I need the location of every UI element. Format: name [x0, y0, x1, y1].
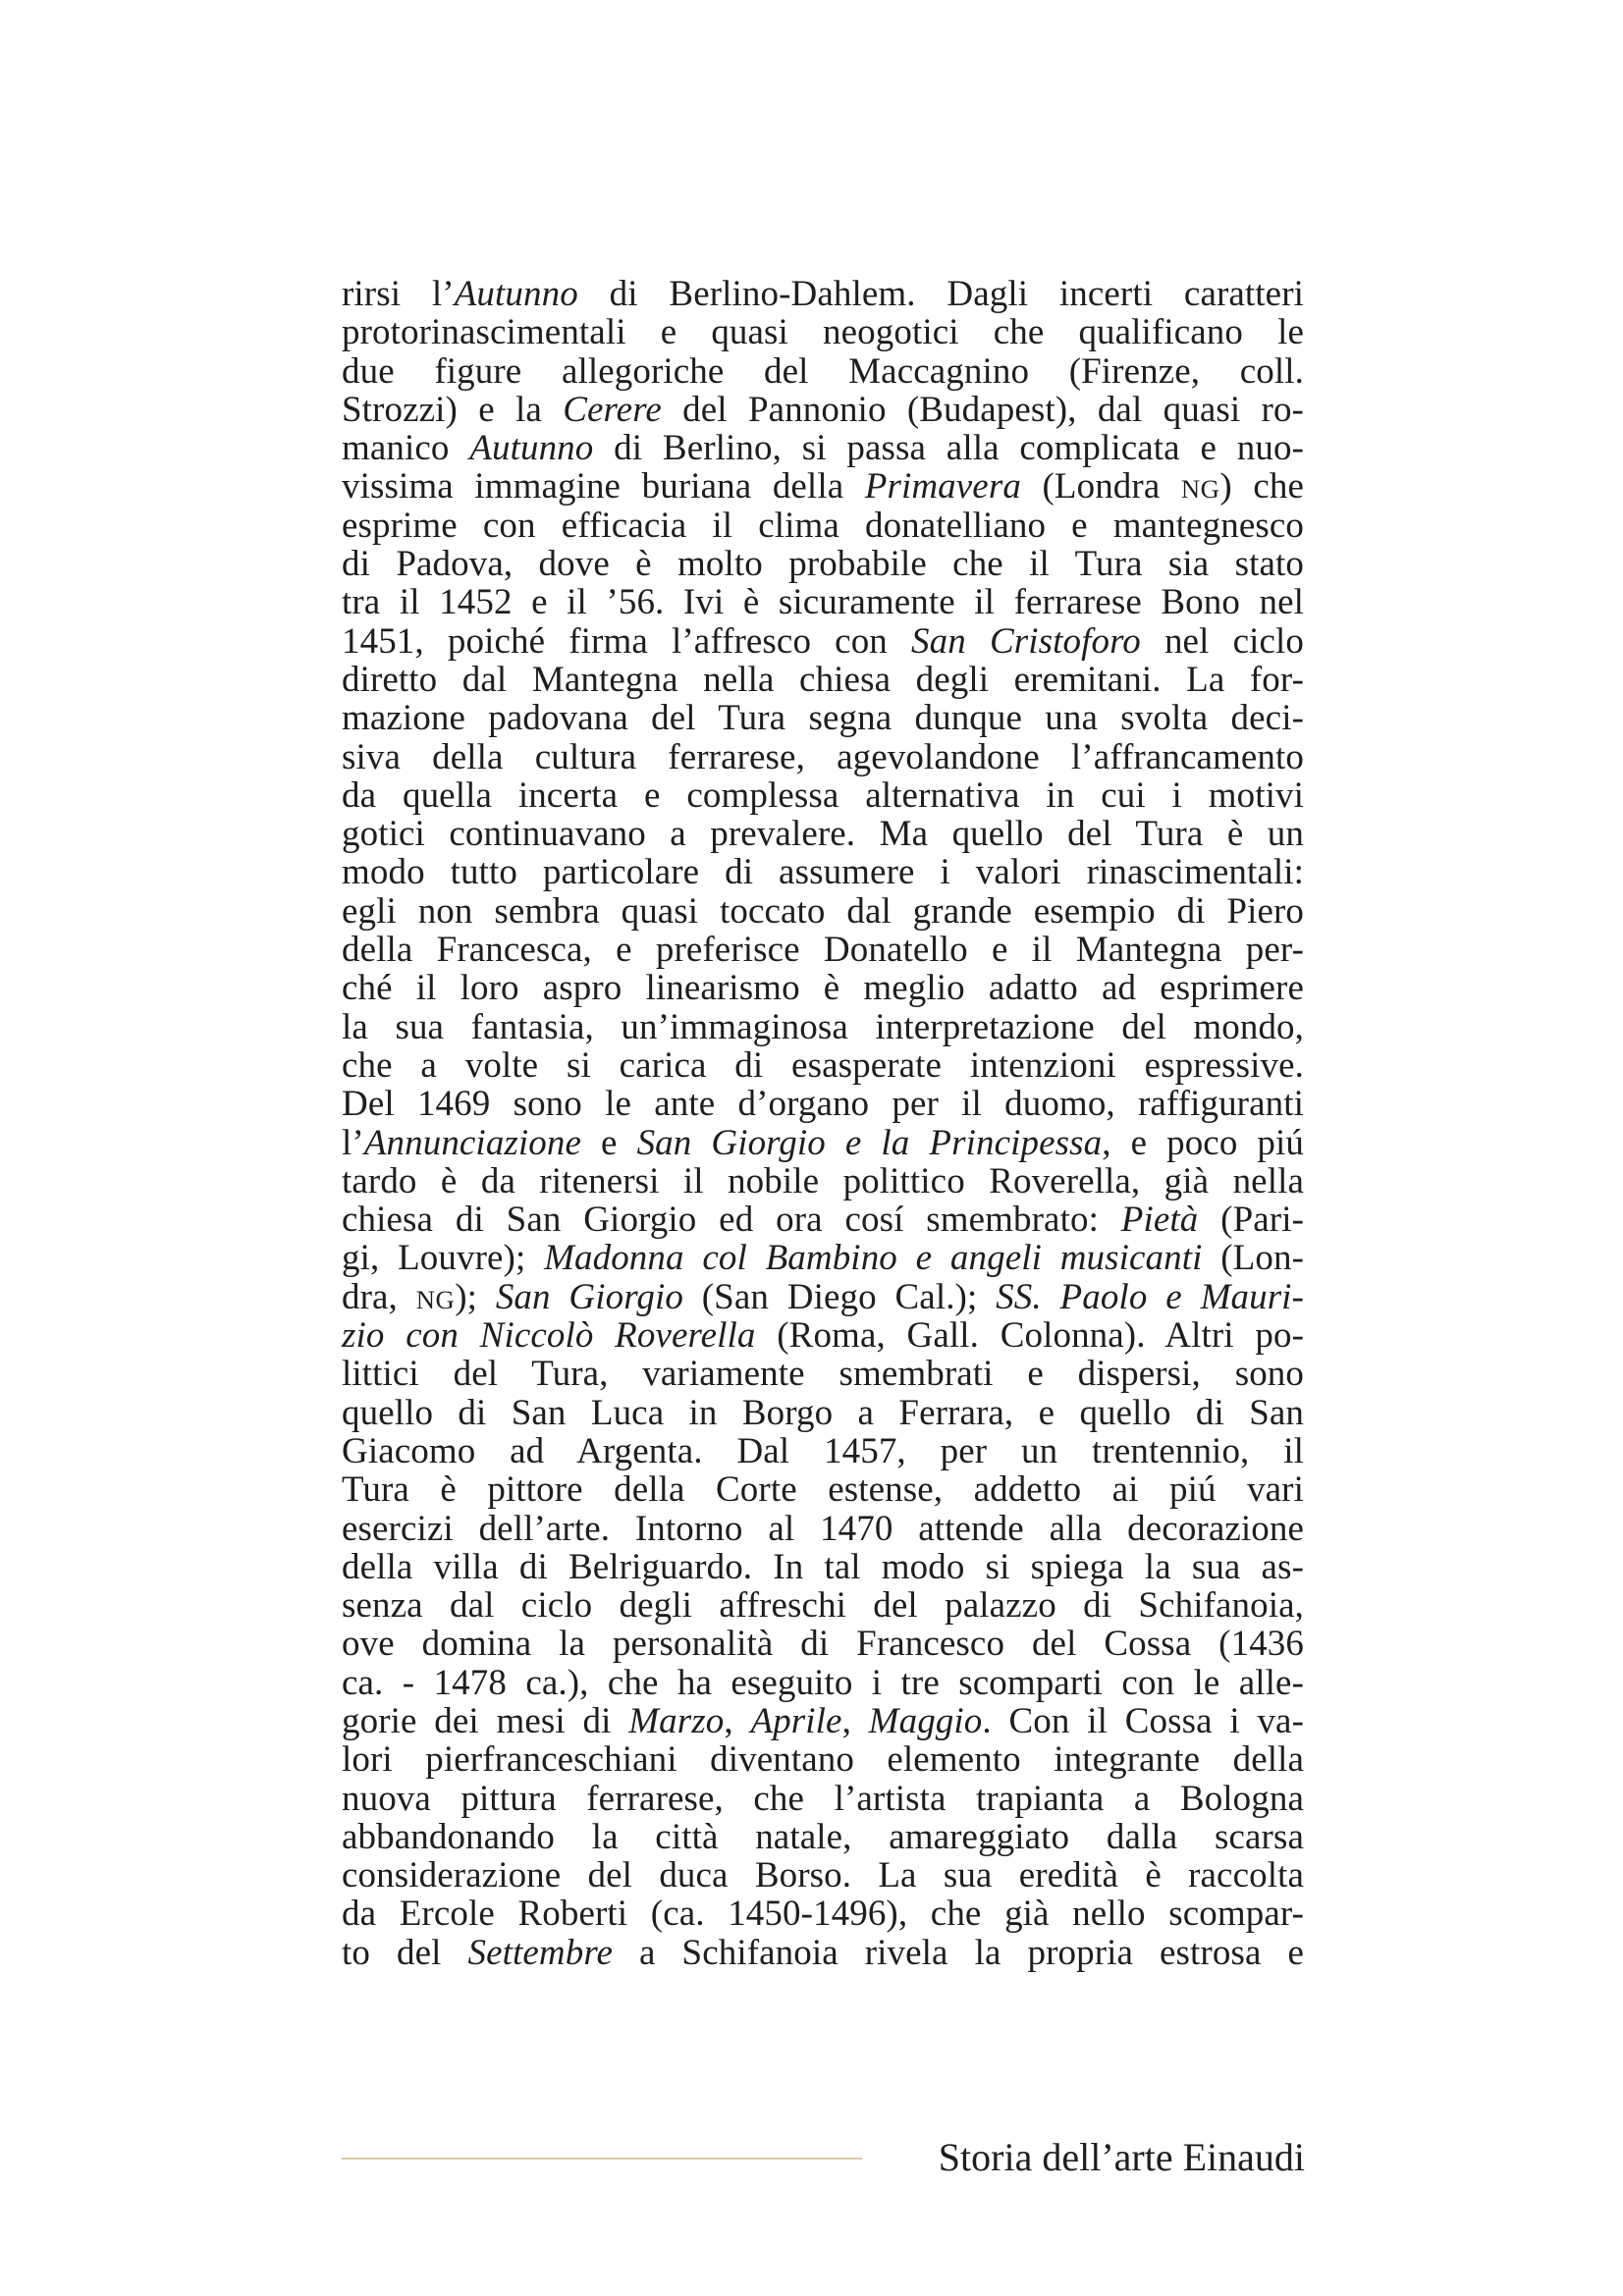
italic-span: Cerere: [563, 389, 662, 430]
body-line: [342, 313, 1304, 351]
text-span: rirsi l’: [342, 274, 455, 314]
text-span: esercizi dell’arte. Intorno al 1470 attende alla decorazione: [342, 1508, 1304, 1549]
italic-span: San Giorgio e la Principessa: [636, 1122, 1103, 1163]
body-line: [342, 1394, 1304, 1432]
body-line: [342, 583, 1304, 621]
body-line: [342, 1548, 1304, 1586]
italic-span: Primavera: [864, 466, 1021, 507]
italic-span: Autunno: [469, 428, 594, 469]
body-line: [342, 1008, 1304, 1046]
text-span: due figure allegoriche del Maccagnino (Firenze, coll.: [342, 350, 1304, 392]
body-line: [342, 1510, 1304, 1548]
text-span: da quella incerta e complessa alternativa in cui i motivi: [342, 774, 1304, 816]
body-line: [342, 699, 1304, 737]
body-line: [342, 1934, 1304, 1972]
text-span: da Ercole Roberti (ca. 1450-1496), che già nello scompar-: [342, 1894, 1304, 1935]
text-span: Strozzi) e la: [342, 389, 564, 430]
italic-span: SS. Paolo e Mauri-: [996, 1276, 1304, 1317]
body-line: [342, 1702, 1304, 1740]
text-span: ché il loro aspro linearismo è meglio adatto ad esprimere: [342, 968, 1304, 1009]
text-span: gorie dei mesi di: [342, 1700, 629, 1741]
text-span: littici del Tura, variamente smembrati e dispersi, sono: [342, 1354, 1304, 1395]
text-span: e: [581, 1122, 637, 1163]
body-line: [342, 1895, 1304, 1933]
text-span: , e poco piú: [1102, 1122, 1305, 1163]
text-span: nuova pittura ferrarese, che l’artista trapianta a Bologna: [342, 1778, 1304, 1819]
text-span: a Schifanoia rivela la propria estrosa e: [612, 1932, 1305, 1973]
body-line: [342, 738, 1304, 776]
text-span: ca. - 1478 ca.), che ha eseguito i tre scomparti con le alle-: [342, 1662, 1304, 1703]
italic-span: Autunno: [454, 274, 578, 314]
text-span: (Lon-: [1202, 1238, 1305, 1279]
text-span: abbandonando la città natale, amareggiato dalla scarsa: [342, 1816, 1304, 1857]
text-span: to del: [342, 1932, 468, 1973]
text-span: protorinascimentali e quasi neogotici che qualificano le: [342, 312, 1304, 353]
italic-span: Madonna col Bambino e angeli musicanti: [544, 1238, 1203, 1279]
body-line: [342, 1586, 1304, 1625]
body-line: [342, 1664, 1304, 1702]
body-line: [342, 352, 1304, 391]
italic-span: zio con Niccolò Roverella: [342, 1315, 756, 1357]
body-line: [342, 661, 1304, 699]
text-span: chiesa di San Giorgio ed ora cosí smembrato:: [342, 1200, 1121, 1241]
text-span: Tura è pittore della Corte estense, addetto ai piú vari: [342, 1469, 1304, 1511]
body-line: [342, 467, 1304, 506]
text-span: ove domina la personalità di Francesco del Cossa (1436: [342, 1624, 1304, 1665]
small-caps-span: NG: [415, 1284, 456, 1314]
italic-span: Marzo: [628, 1700, 725, 1741]
body-line: [342, 853, 1304, 891]
body-line: [342, 1124, 1304, 1162]
italic-span: San Cristoforo: [911, 620, 1141, 662]
text-span: gi, Louvre);: [342, 1238, 545, 1279]
text-span: ,: [724, 1700, 751, 1741]
text-span: mazione padovana del Tura segna dunque una svolta deci-: [342, 698, 1304, 739]
text-span: (Pari-: [1198, 1200, 1304, 1241]
body-line: [342, 1780, 1304, 1818]
body-line: [342, 1432, 1304, 1470]
text-span: tardo è da ritenersi il nobile polittico Roverella, già nella: [342, 1160, 1304, 1201]
text-span: la sua fantasia, un’immaginosa interpretazione del mondo,: [342, 1006, 1304, 1047]
body-line: [342, 931, 1304, 969]
body-line: [342, 1355, 1304, 1393]
text-span: di Berlino, si passa alla complicata e nuo-: [593, 428, 1304, 469]
text-span: 1451, poiché firma l’affresco con: [342, 620, 912, 662]
text-span: . Con il Cossa i va-: [982, 1700, 1304, 1741]
body-line: [342, 815, 1304, 853]
footer-title: Storia dell’arte Einaudi: [938, 2135, 1305, 2179]
body-line: [342, 1046, 1304, 1085]
body-line: [342, 892, 1304, 931]
text-span: nel ciclo: [1140, 620, 1304, 662]
text-span: l’: [342, 1122, 364, 1163]
text-span: ) che: [1219, 466, 1304, 507]
text-span: di Padova, dove è molto probabile che il Tura sia stato: [342, 544, 1304, 585]
italic-span: San Giorgio: [495, 1276, 683, 1317]
text-span: );: [455, 1276, 496, 1317]
text-span: siva della cultura ferrarese, agevolandone l’affrancamento: [342, 736, 1304, 777]
text-span: Del 1469 sono le ante d’organo per il duomo, raffiguranti: [342, 1084, 1304, 1125]
body-line: [342, 622, 1304, 661]
italic-span: Maggio: [868, 1700, 983, 1741]
italic-span: Settembre: [467, 1932, 613, 1973]
body-line: [342, 391, 1304, 429]
body-line: [342, 1625, 1304, 1663]
text-span: della villa di Belriguardo. In tal modo si spiega la sua as-: [342, 1546, 1304, 1587]
body-line: [342, 1162, 1304, 1201]
body-line: [342, 1818, 1304, 1856]
text-span: lori pierfranceschiani diventano elemento integrante della: [342, 1739, 1304, 1781]
text-span: considerazione del duca Borso. La sua eredità è raccolta: [342, 1855, 1304, 1896]
body-line: [342, 1085, 1304, 1123]
body-line: [342, 429, 1304, 467]
italic-span: Annunciazione: [363, 1122, 582, 1163]
body-line: [342, 545, 1304, 583]
footer-rule: [342, 2158, 862, 2160]
text-span: (San Diego Cal.);: [682, 1276, 997, 1317]
text-span: gotici continuavano a prevalere. Ma quello del Tura è un: [342, 814, 1304, 855]
text-span: della Francesca, e preferisce Donatello e il Mantegna per-: [342, 930, 1304, 971]
text-span: tra il 1452 e il ’56. Ivi è sicuramente il ferrarese Bono nel: [342, 582, 1304, 623]
text-span: manico: [342, 428, 470, 469]
body-line: [342, 969, 1304, 1007]
text-span: del Pannonio (Budapest), dal quasi ro-: [661, 389, 1304, 430]
text-span: (Londra: [1020, 466, 1181, 507]
text-span: di Berlino-Dahlem. Dagli incerti caratteri: [577, 274, 1304, 314]
small-caps-span: NG: [1180, 474, 1220, 505]
body-text: [342, 275, 1304, 1972]
text-span: senza dal ciclo degli affreschi del palazzo di Schifanoia,: [342, 1585, 1304, 1627]
text-span: quello di San Luca in Borgo a Ferrara, e quello di San: [342, 1392, 1304, 1433]
text-span: Giacomo ad Argenta. Dal 1457, per un trentennio, il: [342, 1430, 1304, 1471]
text-span: esprime con efficacia il clima donatelliano e mantegnesco: [342, 505, 1304, 546]
body-line: [342, 1740, 1304, 1779]
text-span: diretto dal Mantegna nella chiesa degli eremitani. La for-: [342, 659, 1304, 700]
body-line: [342, 507, 1304, 545]
body-line: [342, 1316, 1304, 1355]
text-span: egli non sembra quasi toccato dal grande esempio di Piero: [342, 890, 1304, 932]
italic-span: Aprile: [750, 1700, 842, 1741]
body-line: [342, 1278, 1304, 1316]
text-span: ,: [841, 1700, 869, 1741]
text-span: modo tutto particolare di assumere i valori rinascimentali:: [342, 852, 1304, 893]
text-span: dra,: [342, 1276, 416, 1317]
body-line: [342, 1239, 1304, 1277]
text-span: che a volte si carica di esasperate intenzioni espressive.: [342, 1044, 1304, 1086]
text-span: (Roma, Gall. Colonna). Altri po-: [755, 1315, 1304, 1357]
text-span: vissima immagine buriana della: [342, 466, 865, 507]
body-line: [342, 1470, 1304, 1509]
body-line: [342, 275, 1304, 313]
body-line: [342, 1201, 1304, 1239]
italic-span: Pietà: [1120, 1200, 1199, 1241]
body-line: [342, 776, 1304, 815]
body-line: [342, 1856, 1304, 1895]
